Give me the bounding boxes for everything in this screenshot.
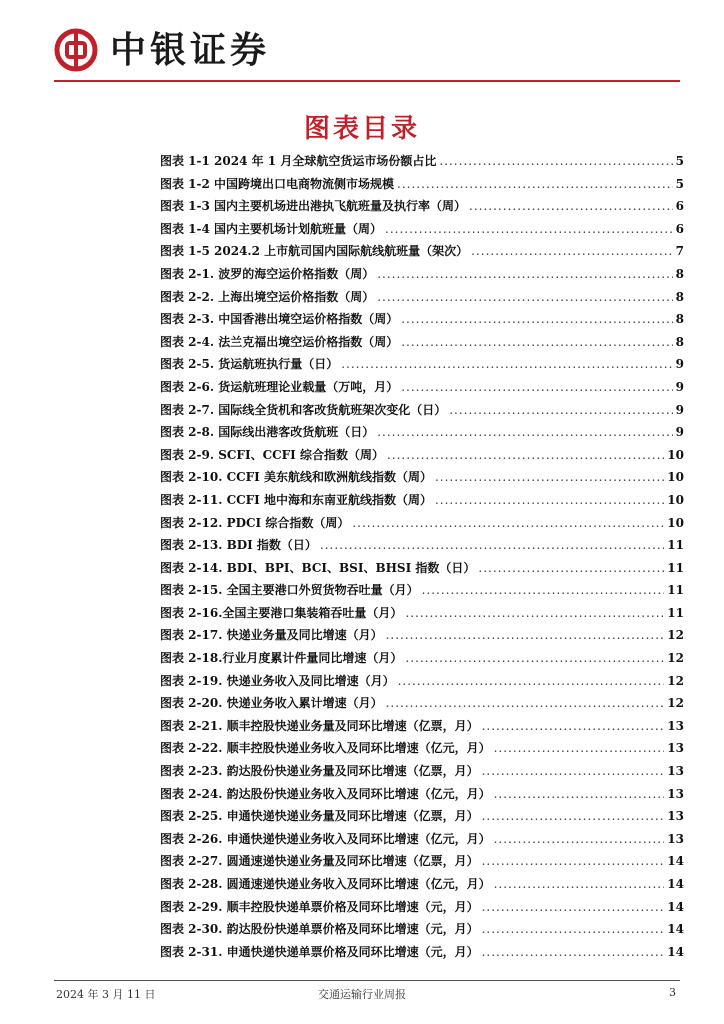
toc-entry[interactable] <box>160 943 684 966</box>
toc-dot-leader <box>377 267 672 281</box>
toc-entry-label: 图表 2-1. 波罗的海空运价格指数（周） <box>160 266 375 281</box>
toc-entry[interactable] <box>160 626 684 649</box>
toc-entry-page: 11 <box>667 583 684 598</box>
toc-entry-page: 14 <box>667 922 684 937</box>
toc-dot-leader <box>387 448 664 462</box>
toc-entry-label: 图表 1-5 2024.2 上市航司国内国际航线航班量（架次） <box>160 244 469 259</box>
toc-dot-leader <box>482 764 665 778</box>
toc-dot-leader <box>471 244 673 258</box>
toc-entry[interactable] <box>160 514 684 537</box>
toc-dot-leader <box>422 583 665 597</box>
toc-dot-leader <box>469 199 673 213</box>
toc-dot-leader <box>439 154 672 168</box>
toc-entry-label: 图表 2-6. 货运航班理论业载量（万吨，月） <box>160 379 399 394</box>
toc-entry-page: 10 <box>667 492 684 507</box>
toc-entry-label: 图表 2-27. 圆通速递快递业务量及同环比增速（亿票，月） <box>160 854 479 869</box>
toc-entry-page: 5 <box>675 176 684 191</box>
toc-entry-page: 12 <box>667 628 684 643</box>
toc-dot-leader <box>435 493 664 507</box>
header-divider <box>54 80 680 82</box>
toc-entry[interactable] <box>160 739 684 762</box>
toc-entry-label: 图表 2-25. 申通快递快递业务量及同环比增速（亿票，月） <box>160 809 479 824</box>
toc-dot-leader <box>435 470 664 484</box>
toc-entry[interactable] <box>160 920 684 943</box>
toc-entry-label: 图表 2-31. 申通快递快递单票价格及同环比增速（元，月） <box>160 944 479 959</box>
toc-entry-label: 图表 2-20. 快递业务收入累计增速（月） <box>160 696 383 711</box>
toc-entry[interactable] <box>160 649 684 672</box>
toc-entry-label: 图表 2-19. 快递业务收入及同比增速（月） <box>160 673 395 688</box>
toc-entry[interactable] <box>160 852 684 875</box>
toc-dot-leader <box>385 222 673 236</box>
toc-dot-leader <box>478 561 664 575</box>
toc-entry[interactable] <box>160 491 684 514</box>
toc-entry-label: 图表 2-13. BDI 指数（日） <box>160 538 317 553</box>
toc-entry[interactable] <box>160 807 684 830</box>
toc-entry[interactable] <box>160 604 684 627</box>
toc-entry[interactable] <box>160 220 684 243</box>
toc-entry[interactable] <box>160 559 684 582</box>
toc-entry-label: 图表 2-9. SCFI、CCFI 综合指数（周） <box>160 447 384 462</box>
toc-entry-page: 14 <box>667 854 684 869</box>
toc-entry[interactable] <box>160 581 684 604</box>
toc-entry-page: 10 <box>667 447 684 462</box>
toc-entry-label: 图表 2-24. 韵达股份快递业务收入及同环比增速（亿元，月） <box>160 786 491 801</box>
toc-entry-page: 5 <box>675 154 684 168</box>
toc-dot-leader <box>401 335 672 349</box>
toc-dot-leader <box>397 177 673 191</box>
toc-entry-page: 14 <box>667 877 684 891</box>
toc-entry-page: 13 <box>667 786 684 801</box>
toc-entry-label: 图表 2-22. 顺丰控股快递业务收入及同环比增速（亿元，月） <box>160 741 491 756</box>
toc-entry-page: 13 <box>667 809 684 824</box>
toc-entry[interactable] <box>160 310 684 333</box>
toc-dot-leader <box>494 741 665 755</box>
toc-dot-leader <box>494 877 665 891</box>
toc-entry-page: 12 <box>667 696 684 711</box>
toc-dot-leader <box>449 403 672 417</box>
toc-entry-label: 图表 2-4. 法兰克福出境空运价格指数（周） <box>160 334 399 349</box>
toc-entry-page: 12 <box>667 651 684 666</box>
toc-dot-leader <box>398 674 665 688</box>
toc-entry-page: 10 <box>667 470 684 485</box>
toc-entry-page: 6 <box>675 221 684 236</box>
toc-entry-page: 8 <box>675 334 684 349</box>
toc-dot-leader <box>401 312 672 326</box>
toc-entry-page: 11 <box>667 538 684 553</box>
toc-entry-label: 图表 2-30. 韵达股份快递单票价格及同环比增速（元，月） <box>160 922 479 937</box>
toc-entry[interactable] <box>160 898 684 921</box>
toc-dot-leader <box>494 832 665 846</box>
toc-entry-page: 11 <box>667 560 684 575</box>
toc-dot-leader <box>405 651 664 665</box>
toc-entry-page: 10 <box>667 515 684 530</box>
toc-dot-leader <box>482 854 665 868</box>
toc-entry-label: 图表 1-3 国内主要机场进出港执飞航班量及执行率（周） <box>160 199 467 214</box>
brand-name: 中银证券 <box>110 29 271 71</box>
toc-entry-page: 6 <box>675 199 684 214</box>
toc-entry-label: 图表 1-4 国内主要机场计划航班量（周） <box>160 221 383 236</box>
toc-entry-page: 8 <box>675 266 684 281</box>
table-of-figures <box>160 152 684 965</box>
toc-entry[interactable] <box>160 830 684 853</box>
toc-entry[interactable] <box>160 197 684 220</box>
toc-entry[interactable] <box>160 762 684 785</box>
toc-entry[interactable] <box>160 694 684 717</box>
toc-entry[interactable] <box>160 717 684 740</box>
toc-entry-page: 9 <box>675 379 684 394</box>
toc-entry[interactable] <box>160 536 684 559</box>
toc-entry[interactable] <box>160 333 684 356</box>
toc-entry[interactable] <box>160 401 684 424</box>
toc-entry-page: 9 <box>675 402 684 417</box>
toc-entry-label: 图表 2-11. CCFI 地中海和东南亚航线指数（周） <box>160 492 432 507</box>
toc-entry[interactable] <box>160 355 684 378</box>
toc-entry-page: 13 <box>667 831 684 846</box>
bank-of-china-logo-icon <box>54 28 98 72</box>
toc-entry-page: 7 <box>675 244 684 259</box>
toc-entry-label: 图表 2-5. 货运航班执行量（日） <box>160 357 339 372</box>
toc-entry[interactable] <box>160 423 684 446</box>
toc-dot-leader <box>377 425 672 439</box>
toc-entry-label: 图表 2-23. 韵达股份快递业务量及同环比增速（亿票，月） <box>160 764 479 779</box>
toc-dot-leader <box>405 606 664 620</box>
toc-entry[interactable] <box>160 785 684 808</box>
toc-dot-leader <box>386 696 665 710</box>
toc-entry-page: 11 <box>667 605 684 620</box>
toc-entry-label: 图表 2-18.行业月度累计件量同比增速（月） <box>160 651 403 666</box>
footer-date: 2024 年 3 月 11 日 <box>56 988 156 1001</box>
toc-entry[interactable] <box>160 242 684 265</box>
toc-entry-page: 13 <box>667 764 684 779</box>
toc-entry-page: 13 <box>667 718 684 733</box>
toc-title: 图表目录 <box>303 114 420 144</box>
toc-dot-leader <box>482 900 665 914</box>
toc-dot-leader <box>377 290 672 304</box>
toc-dot-leader <box>352 516 664 530</box>
toc-entry-label: 图表 2-17. 快递业务量及同比增速（月） <box>160 628 383 643</box>
toc-entry-label: 图表 2-2. 上海出境空运价格指数（周） <box>160 289 375 304</box>
toc-entry-page: 13 <box>667 741 684 756</box>
toc-entry[interactable] <box>160 175 684 198</box>
toc-dot-leader <box>482 719 665 733</box>
toc-dot-leader <box>386 628 665 642</box>
toc-dot-leader <box>320 538 664 552</box>
toc-entry-page: 9 <box>675 357 684 372</box>
toc-entry-page: 8 <box>675 312 684 327</box>
toc-entry-page: 8 <box>675 289 684 304</box>
toc-entry[interactable] <box>160 288 684 311</box>
toc-entry-page: 9 <box>675 425 684 440</box>
toc-entry-label: 图表 2-29. 顺丰控股快递单票价格及同环比增速（元，月） <box>160 899 479 914</box>
toc-dot-leader <box>494 787 665 801</box>
toc-dot-leader <box>482 809 665 823</box>
toc-entry[interactable] <box>160 875 684 898</box>
footer-divider <box>54 980 680 981</box>
toc-entry-label: 图表 2-10. CCFI 美东航线和欧洲航线指数（周） <box>160 470 432 485</box>
toc-dot-leader <box>482 945 665 959</box>
toc-entry[interactable] <box>160 152 684 175</box>
page-header <box>54 20 680 82</box>
toc-entry[interactable] <box>160 672 684 695</box>
footer-report-name: 交通运输行业周报 <box>318 988 406 1001</box>
toc-entry-label: 图表 2-3. 中国香港出境空运价格指数（周） <box>160 312 399 327</box>
toc-entry[interactable] <box>160 378 684 401</box>
toc-entry-page: 14 <box>667 944 684 959</box>
toc-dot-leader <box>401 380 672 394</box>
toc-entry-label: 图表 2-16.全国主要港口集装箱吞吐量（月） <box>160 605 403 620</box>
toc-entry-label: 图表 2-28. 圆通速递快递业务收入及同环比增速（亿元，月） <box>160 877 491 891</box>
footer-page-number: 3 <box>669 986 676 999</box>
toc-entry-label: 图表 1-1 2024 年 1 月全球航空货运市场份额占比 <box>160 154 437 168</box>
toc-entry-label: 图表 2-7. 国际线全货机和客改货航班架次变化（日） <box>160 402 447 417</box>
toc-dot-leader <box>482 922 665 936</box>
toc-entry-label: 图表 2-8. 国际线出港客改货航班（日） <box>160 425 375 440</box>
toc-entry-label: 图表 2-14. BDI、BPI、BCI、BSI、BHSI 指数（日） <box>160 560 476 575</box>
toc-dot-leader <box>341 357 672 371</box>
toc-entry-label: 图表 2-12. PDCI 综合指数（周） <box>160 515 350 530</box>
toc-entry[interactable] <box>160 446 684 469</box>
toc-entry-page: 12 <box>667 673 684 688</box>
toc-entry-label: 图表 2-15. 全国主要港口外贸货物吞吐量（月） <box>160 583 419 598</box>
toc-entry-label: 图表 2-21. 顺丰控股快递业务量及同环比增速（亿票，月） <box>160 718 479 733</box>
toc-entry-page: 14 <box>667 899 684 914</box>
toc-entry[interactable] <box>160 468 684 491</box>
toc-entry-label: 图表 1-2 中国跨境出口电商物流侧市场规模 <box>160 176 395 191</box>
toc-entry-label: 图表 2-26. 申通快递快递业务收入及同环比增速（亿元，月） <box>160 831 491 846</box>
toc-entry[interactable] <box>160 265 684 288</box>
